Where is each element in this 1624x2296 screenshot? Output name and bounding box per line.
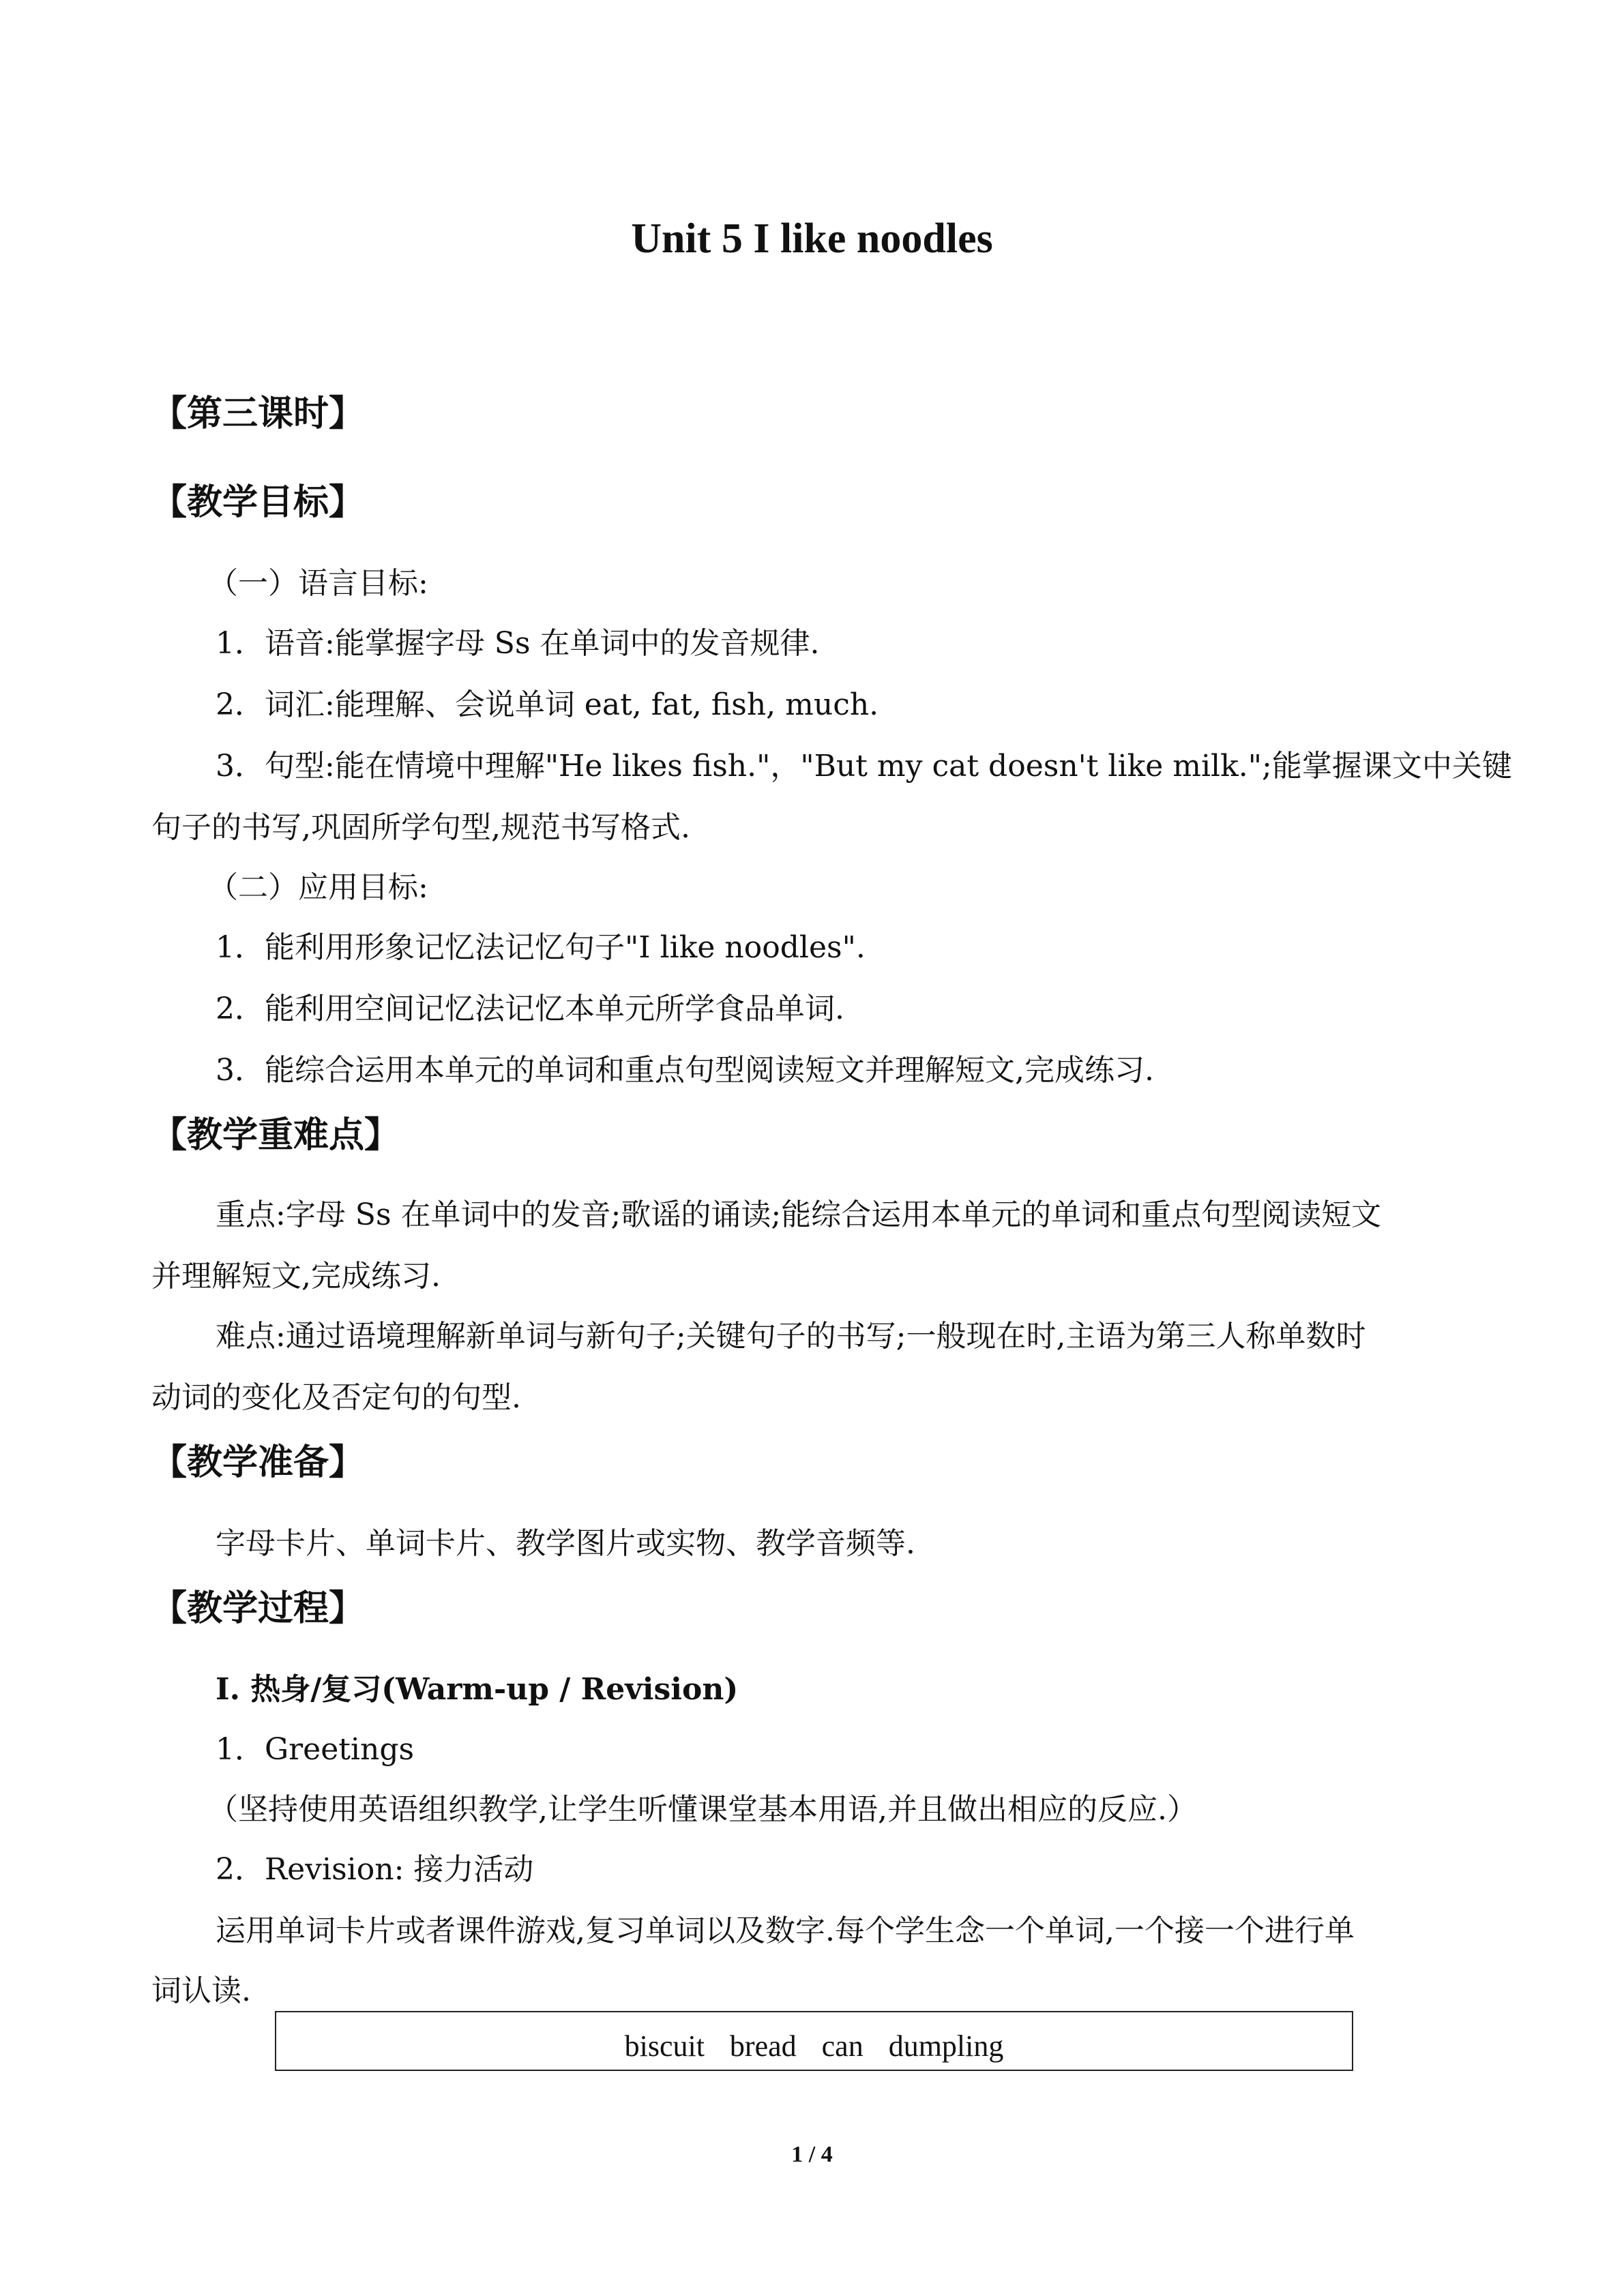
application-goal-3: 3．能综合运用本单元的单词和重点句型阅读短文并理解短文,完成练习. [216, 1053, 1154, 1088]
step1-heading: I. 热身/复习(Warm-up / Revision) [216, 1672, 739, 1707]
language-goals-heading: （一）语言目标: [208, 566, 428, 601]
revision-item: 2．Revision: 接力活动 [216, 1852, 534, 1887]
heading-preparation: 【教学准备】 [151, 1442, 365, 1483]
greetings-note: （坚持使用英语组织教学,让学生听懂课堂基本用语,并且做出相应的反应.） [208, 1792, 1197, 1827]
language-goal-2: 2．词汇:能理解、会说单词 eat, fat, fish, much. [216, 687, 879, 722]
key-point-line-1: 重点:字母 Ss 在单词中的发音;歌谣的诵读;能综合运用本单元的单词和重点句型阅读短文 [216, 1197, 1382, 1232]
application-goals-heading: （二）应用目标: [208, 870, 428, 905]
heading-process: 【教学过程】 [151, 1588, 365, 1629]
difficult-point-line-2: 动词的变化及否定句的句型. [151, 1380, 521, 1415]
key-point-line-2: 并理解短文,完成练习. [151, 1259, 441, 1294]
heading-key-points: 【教学重难点】 [151, 1115, 400, 1156]
language-goal-3: 3．句型:能在情境中理解"He likes fish."，"But my cat doesn't like milk.";能掌握课文中关键 [216, 749, 1512, 784]
heading-goals: 【教学目标】 [151, 482, 365, 523]
page-number: 1 / 4 [791, 2142, 833, 2167]
language-goal-3-cont: 句子的书写,巩固所学句型,规范书写格式. [151, 810, 690, 845]
page-title: Unit 5 I like noodles [631, 215, 993, 262]
preparation-text: 字母卡片、单词卡片、教学图片或实物、教学音频等. [216, 1526, 915, 1561]
difficult-point-line-1: 难点:通过语境理解新单词与新句子;关键句子的书写;一般现在时,主语为第三人称单数时 [216, 1319, 1366, 1354]
heading-lesson: 【第三课时】 [151, 393, 365, 434]
revision-line-2: 词认读. [151, 1973, 251, 2008]
word-box: biscuit bread can dumpling [275, 2011, 1353, 2071]
application-goal-1: 1．能利用形象记忆法记忆句子"I like noodles". [216, 930, 866, 965]
revision-line-1: 运用单词卡片或者课件游戏,复习单词以及数字.每个学生念一个单词,一个接一个进行单 [216, 1913, 1355, 1948]
application-goal-2: 2．能利用空间记忆法记忆本单元所学食品单词. [216, 992, 844, 1026]
language-goal-1: 1．语音:能掌握字母 Ss 在单词中的发音规律. [216, 626, 820, 661]
greetings-item: 1．Greetings [216, 1732, 415, 1767]
